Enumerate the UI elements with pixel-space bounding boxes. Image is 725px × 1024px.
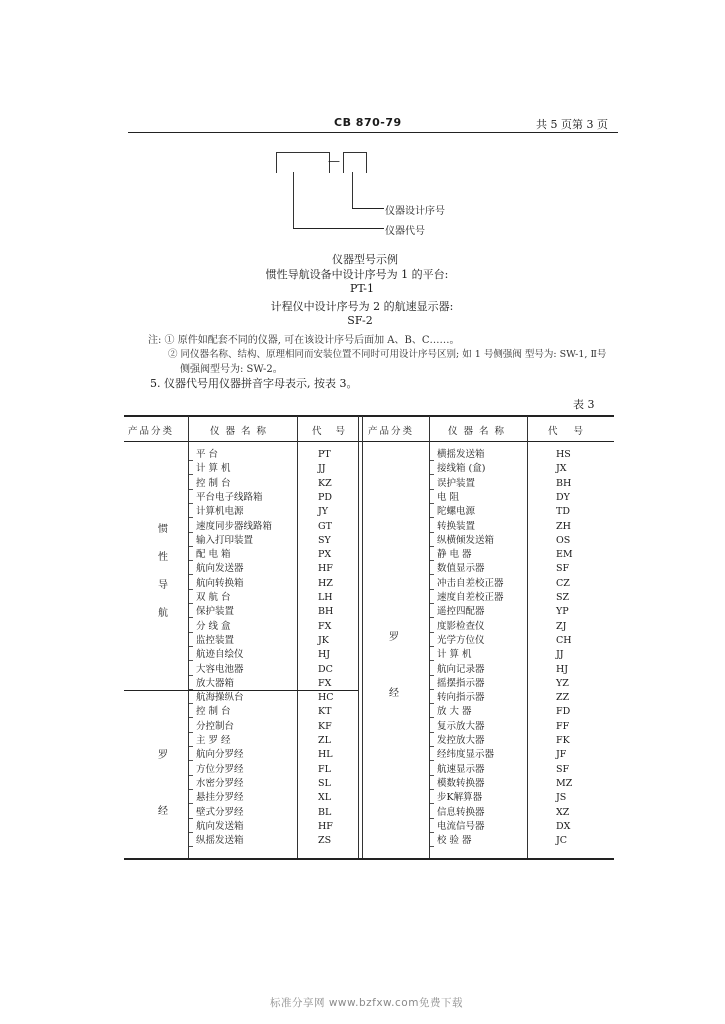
- right-row-name: 遥控四配器: [437, 606, 485, 618]
- left-row-tick: [189, 589, 193, 590]
- left-row-tick: [189, 803, 193, 804]
- note-2-line-2: 侧强阀型号为: SW-2。: [180, 364, 283, 375]
- right-row-code: CH: [556, 634, 572, 646]
- right-row-tick: [430, 732, 434, 733]
- right-row-code: YZ: [556, 677, 569, 689]
- left-row-tick: [189, 746, 193, 747]
- group-label-inertial-1: 惯: [158, 524, 168, 535]
- col-divider-3: [358, 416, 359, 858]
- right-row-tick: [430, 789, 434, 790]
- left-row-name: 大容电池器: [196, 663, 244, 675]
- left-row-tick: [189, 703, 193, 704]
- item-5: 5. 仪器代号用仪器拼音字母表示, 按表 3。: [150, 377, 358, 390]
- right-row-code: FF: [556, 720, 570, 732]
- left-row-tick: [189, 775, 193, 776]
- left-row-tick: [189, 632, 193, 633]
- group-label-inertial-3: 导: [158, 580, 168, 591]
- examples-heading: 仪器型号示例: [332, 253, 398, 266]
- right-row-tick: [430, 532, 434, 533]
- left-row-name: 水密分罗经: [196, 777, 244, 789]
- right-row-name: 校 验 器: [437, 835, 472, 847]
- left-row-code: HF: [318, 820, 333, 832]
- right-row-name: 发控放大器: [437, 735, 485, 746]
- right-row-name: 航速显示器: [437, 763, 485, 775]
- left-row-name: 放大器箱: [196, 677, 235, 689]
- right-row-name: 转换装置: [437, 520, 476, 532]
- diagram-line-seq-v: [352, 172, 353, 208]
- right-row-name: 信息转换器: [437, 806, 485, 818]
- left-row-tick: [189, 460, 193, 461]
- left-row-code: XL: [318, 792, 332, 804]
- left-row-name: 航迹自绘仪: [196, 649, 244, 661]
- left-row-tick: [189, 546, 193, 547]
- left-row-tick: [189, 474, 193, 475]
- example-2-text: 计程仪中设计序号为 2 的航速显示器:: [270, 300, 454, 313]
- right-row-name: 步K解算器: [437, 792, 483, 804]
- right-row-tick: [430, 646, 434, 647]
- col-divider-5: [429, 416, 430, 858]
- right-row-name: 电 阻: [437, 491, 460, 503]
- design-seq-box: [343, 152, 367, 173]
- table-header-rule: [124, 441, 614, 442]
- right-row-name: 纵横倾发送箱: [437, 534, 495, 546]
- group-label-compass-left-1: 罗: [158, 750, 168, 761]
- diagram-line-seq-h: [352, 208, 384, 209]
- right-row-name: 转向指示器: [437, 692, 485, 704]
- left-row-name: 航海操纵台: [196, 692, 244, 704]
- right-row-code: FK: [556, 735, 570, 746]
- right-row-code: YP: [556, 606, 569, 618]
- left-row-tick: [189, 503, 193, 504]
- table-bottom-rule: [124, 858, 614, 860]
- left-row-tick: [189, 689, 193, 690]
- right-row-tick: [430, 603, 434, 604]
- group-label-compass-left-2: 经: [158, 806, 168, 817]
- left-row-code: JK: [318, 634, 329, 646]
- group-label-compass-right-2: 经: [389, 688, 399, 699]
- right-row-code: CZ: [556, 577, 570, 589]
- left-row-tick: [189, 574, 193, 575]
- header-category-right: 产品分类: [368, 426, 415, 437]
- left-row-tick: [189, 846, 193, 847]
- right-row-name: 速度自差校正器: [437, 592, 504, 603]
- left-row-name: 分 线 盒: [196, 620, 231, 632]
- header-category-left: 产品分类: [128, 426, 175, 437]
- left-row-tick: [189, 660, 193, 661]
- right-row-name: 航向记录器: [437, 663, 485, 675]
- right-row-name: 陀螺电源: [437, 506, 476, 518]
- right-row-name: 误护装置: [437, 477, 476, 489]
- header-code-left: 代号: [312, 426, 360, 437]
- right-row-code: DX: [556, 820, 571, 832]
- left-row-tick: [189, 560, 193, 561]
- left-row-name: 速度同步器线路箱: [196, 520, 273, 532]
- right-row-code: JX: [556, 463, 567, 475]
- right-row-tick: [430, 846, 434, 847]
- table-top-rule: [124, 415, 614, 417]
- right-row-code: HJ: [556, 663, 569, 675]
- left-row-code: HC: [318, 692, 334, 704]
- example-1-text: 惯性导航设备中设计序号为 1 的平台:: [265, 268, 449, 281]
- right-row-tick: [430, 775, 434, 776]
- right-row-name: 光学方位仪: [437, 634, 485, 646]
- left-row-tick: [189, 732, 193, 733]
- left-row-name: 双 航 台: [196, 592, 231, 603]
- left-row-name: 计算机电源: [196, 506, 244, 518]
- left-row-code: FL: [318, 763, 331, 775]
- instrument-code-label: 仪器代号: [385, 226, 425, 237]
- left-row-tick: [189, 617, 193, 618]
- left-row-code: KZ: [318, 477, 332, 489]
- left-row-name: 主 罗 经: [196, 735, 231, 746]
- right-row-name: 度影检查仪: [437, 620, 485, 632]
- right-row-tick: [430, 489, 434, 490]
- col-divider-4: [362, 416, 363, 858]
- right-row-tick: [430, 746, 434, 747]
- right-row-name: 复示放大器: [437, 720, 485, 732]
- left-row-code: HJ: [318, 649, 331, 661]
- right-row-code: JF: [556, 749, 567, 761]
- group-label-inertial-4: 航: [158, 608, 168, 619]
- right-row-code: OS: [556, 534, 571, 546]
- col-divider-6: [527, 416, 528, 858]
- right-row-name: 冲击自差校正器: [437, 577, 504, 589]
- right-row-name: 电流信号器: [437, 820, 485, 832]
- right-row-tick: [430, 574, 434, 575]
- left-row-code: FX: [318, 677, 332, 689]
- note-1: 注: ① 原件如配套不同的仪器, 可在该设计序号后面加 A、B、C……。: [148, 335, 460, 346]
- right-row-name: 数值显示器: [437, 563, 485, 575]
- left-row-code: BL: [318, 806, 332, 818]
- left-row-name: 平台电子线路箱: [196, 491, 263, 503]
- header-code-right: 代号: [548, 426, 600, 437]
- header-rule: [128, 132, 618, 133]
- design-seq-label: 仪器设计序号: [385, 206, 445, 217]
- left-row-code: HL: [318, 749, 333, 761]
- right-row-code: JJ: [556, 649, 564, 661]
- right-row-tick: [430, 474, 434, 475]
- col-divider-2: [297, 416, 298, 858]
- standard-code: CB 870-79: [334, 116, 402, 129]
- left-row-name: 计 算 机: [196, 463, 231, 475]
- right-row-tick: [430, 546, 434, 547]
- left-row-tick: [189, 832, 193, 833]
- right-row-name: 计 算 机: [437, 649, 472, 661]
- left-row-tick: [189, 603, 193, 604]
- left-row-code: SL: [318, 777, 331, 789]
- right-row-tick: [430, 689, 434, 690]
- left-row-name: 航向发送箱: [196, 820, 244, 832]
- right-row-tick: [430, 832, 434, 833]
- left-row-tick: [189, 489, 193, 490]
- left-row-name: 控 制 台: [196, 706, 231, 718]
- col-divider-1: [188, 416, 189, 858]
- left-row-name: 航向转换箱: [196, 577, 244, 589]
- right-row-code: ZH: [556, 520, 571, 532]
- left-row-name: 方位分罗经: [196, 763, 244, 775]
- left-row-name: 配 电 箱: [196, 549, 231, 561]
- right-row-name: 横摇发送箱: [437, 449, 485, 460]
- left-row-code: KT: [318, 706, 332, 718]
- right-row-tick: [430, 617, 434, 618]
- right-row-code: HS: [556, 449, 571, 460]
- left-row-code: PT: [318, 449, 331, 460]
- diagram-dash: —: [328, 154, 340, 168]
- left-row-tick: [189, 675, 193, 676]
- left-row-tick: [189, 717, 193, 718]
- right-row-code: XZ: [556, 806, 570, 818]
- right-row-tick: [430, 818, 434, 819]
- right-row-tick: [430, 803, 434, 804]
- left-row-code: SY: [318, 534, 331, 546]
- left-row-name: 监控装置: [196, 634, 235, 646]
- instrument-code-box: [276, 152, 330, 173]
- group-label-inertial-2: 性: [158, 552, 168, 563]
- left-row-code: ZL: [318, 735, 331, 746]
- left-row-code: KF: [318, 720, 332, 732]
- left-row-code: FX: [318, 620, 332, 632]
- group-label-compass-right-1: 罗: [389, 632, 399, 643]
- left-row-code: PD: [318, 491, 333, 503]
- right-row-tick: [430, 589, 434, 590]
- right-row-code: ZZ: [556, 692, 570, 704]
- right-row-code: DY: [556, 491, 570, 503]
- left-row-code: JY: [318, 506, 329, 518]
- left-row-name: 控 制 台: [196, 477, 231, 489]
- right-row-name: 静 电 器: [437, 549, 472, 561]
- right-row-code: JC: [556, 835, 568, 847]
- left-row-name: 输入打印装置: [196, 534, 254, 546]
- right-row-tick: [430, 675, 434, 676]
- left-row-code: LH: [318, 592, 333, 603]
- right-row-name: 接线箱 (盒): [437, 463, 486, 475]
- left-row-name: 壁式分罗经: [196, 806, 244, 818]
- example-1-code: PT-1: [349, 282, 375, 295]
- footer-watermark: 标准分享网 www.bzfxw.com免费下载: [270, 997, 463, 1009]
- right-row-tick: [430, 632, 434, 633]
- left-row-tick: [189, 646, 193, 647]
- right-row-code: TD: [556, 506, 570, 518]
- right-row-code: SZ: [556, 592, 570, 603]
- right-row-code: BH: [556, 477, 572, 489]
- right-row-code: EM: [556, 549, 573, 561]
- left-row-tick: [189, 789, 193, 790]
- note-2-line-1: ② 同仪器名称、结构、原理相同而安装位置不同时可用设计序号区别; 如 1 号侧强阀 型号为: SW-1, Ⅱ号: [168, 349, 607, 360]
- left-row-name: 分控制台: [196, 720, 235, 732]
- left-row-code: BH: [318, 606, 334, 618]
- right-row-tick: [430, 760, 434, 761]
- right-row-name: 放 大 器: [437, 706, 472, 718]
- right-row-code: JS: [556, 792, 567, 804]
- right-row-tick: [430, 717, 434, 718]
- diagram-line-code-v: [293, 172, 294, 228]
- left-row-code: ZS: [318, 835, 332, 847]
- left-row-code: PX: [318, 549, 332, 561]
- left-row-code: HF: [318, 563, 333, 575]
- example-2-code: SF-2: [347, 314, 373, 327]
- right-row-code: MZ: [556, 777, 573, 789]
- right-row-tick: [430, 503, 434, 504]
- left-row-name: 平 台: [196, 449, 219, 460]
- right-row-tick: [430, 517, 434, 518]
- left-row-name: 保护装置: [196, 606, 235, 618]
- left-row-code: HZ: [318, 577, 333, 589]
- right-row-name: 摇摆指示器: [437, 677, 485, 689]
- right-row-code: SF: [556, 563, 570, 575]
- right-row-tick: [430, 660, 434, 661]
- right-row-tick: [430, 560, 434, 561]
- left-row-tick: [189, 760, 193, 761]
- right-row-code: FD: [556, 706, 571, 718]
- right-row-code: SF: [556, 763, 570, 775]
- left-row-tick: [189, 532, 193, 533]
- left-row-code: GT: [318, 520, 332, 532]
- right-row-name: 经纬度显示器: [437, 749, 495, 761]
- left-row-name: 纵摇发送箱: [196, 835, 244, 847]
- left-row-name: 悬挂分罗经: [196, 792, 244, 804]
- table-caption: 表 3: [573, 398, 595, 411]
- right-row-code: ZJ: [556, 620, 567, 632]
- left-row-tick: [189, 517, 193, 518]
- page-info: 共 5 页第 3 页: [536, 118, 608, 131]
- left-row-code: JJ: [318, 463, 326, 475]
- left-row-tick: [189, 818, 193, 819]
- right-row-tick: [430, 703, 434, 704]
- diagram-line-code-h: [293, 228, 384, 229]
- left-row-code: DC: [318, 663, 333, 675]
- header-name-left: 仪器名称: [210, 426, 273, 437]
- left-row-name: 航向分罗经: [196, 749, 244, 761]
- right-row-tick: [430, 460, 434, 461]
- header-name-right: 仪器名称: [448, 426, 511, 437]
- right-row-name: 模数转换器: [437, 777, 485, 789]
- left-row-name: 航向发送器: [196, 563, 244, 575]
